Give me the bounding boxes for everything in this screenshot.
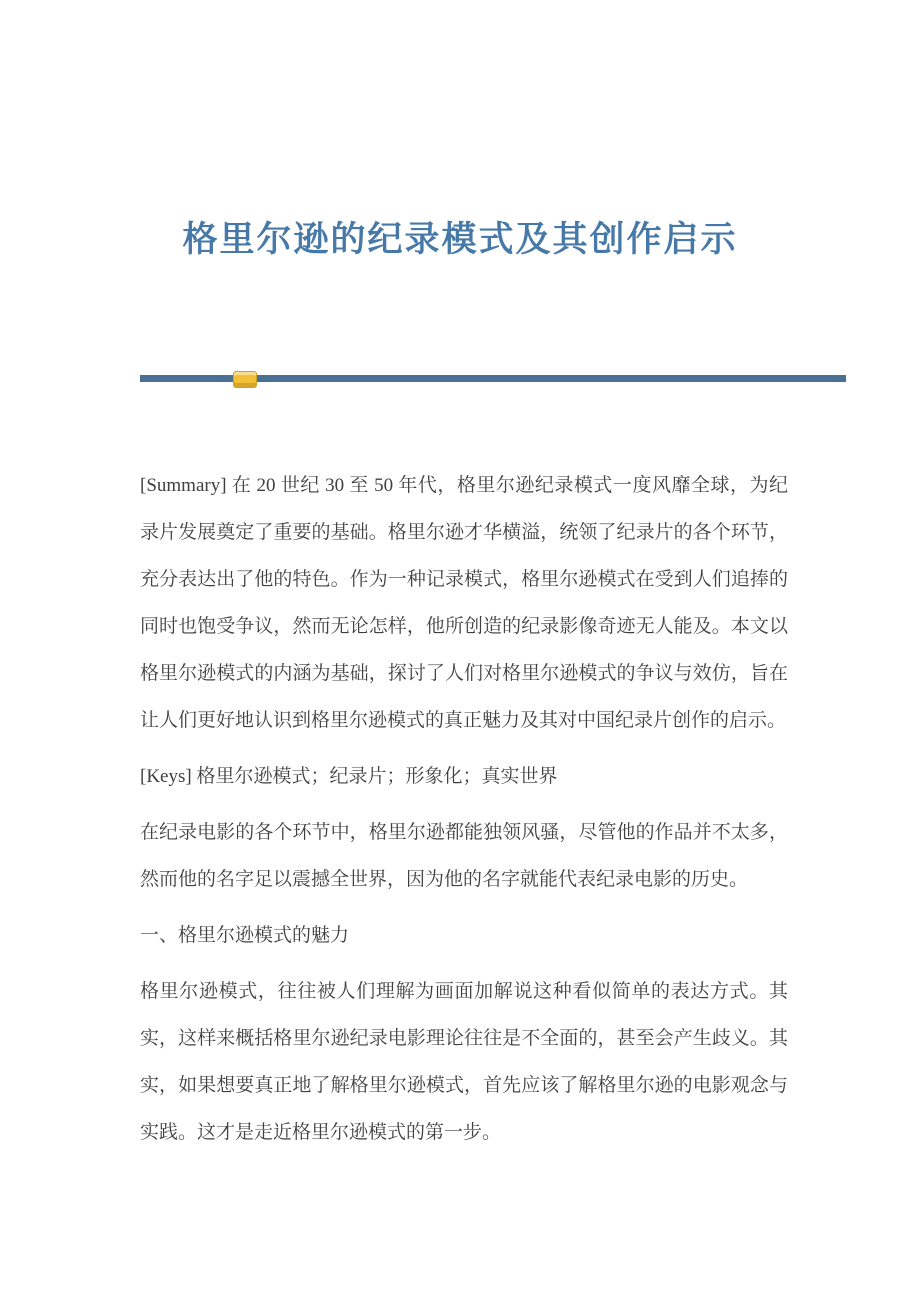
keywords-paragraph: [Keys] 格里尔逊模式；纪录片；形象化；真实世界 <box>140 766 558 787</box>
highlighter-icon <box>233 371 257 388</box>
document-title: 格里尔逊的纪录模式及其创作启示 <box>182 220 738 259</box>
document-body <box>140 462 788 1156</box>
title-divider <box>140 371 846 387</box>
body-paragraph: 格里尔逊模式，往往被人们理解为画面加解说这种看似简单的表达方式。其实，这样来概括格里尔逊纪录电影理论往往是不全面的，甚至会产生歧义。其实，如果想要真正地了解格里尔逊模式，首先应该了解格里尔逊的电影观念与实践。这才是走近格里尔逊模式的第一步。 <box>140 981 788 1143</box>
summary-paragraph: [Summary] 在 20 世纪 30 至 50 年代，格里尔逊纪录模式一度风靡全球，为纪录片发展奠定了重要的基础。格里尔逊才华横溢，统领了纪录片的各个环节，充分表达出了他的特色。作为一种记录模式，格里尔逊模式在受到人们追捧的同时也饱受争议，然而无论怎样，他所创造的纪录影像奇迹无人能及。本文以格里尔逊模式的内涵为基础，探讨了人们对格里尔逊模式的争议与效仿，旨在让人们更好地认识到格里尔逊模式的真正魅力及其对中国纪录片创作的启示。 <box>140 475 788 731</box>
section-heading: 一、格里尔逊模式的魅力 <box>140 925 350 946</box>
intro-paragraph: 在纪录电影的各个环节中，格里尔逊都能独领风骚，尽管他的作品并不太多，然而他的名字足以震撼全世界，因为他的名字就能代表纪录电影的历史。 <box>140 822 788 890</box>
